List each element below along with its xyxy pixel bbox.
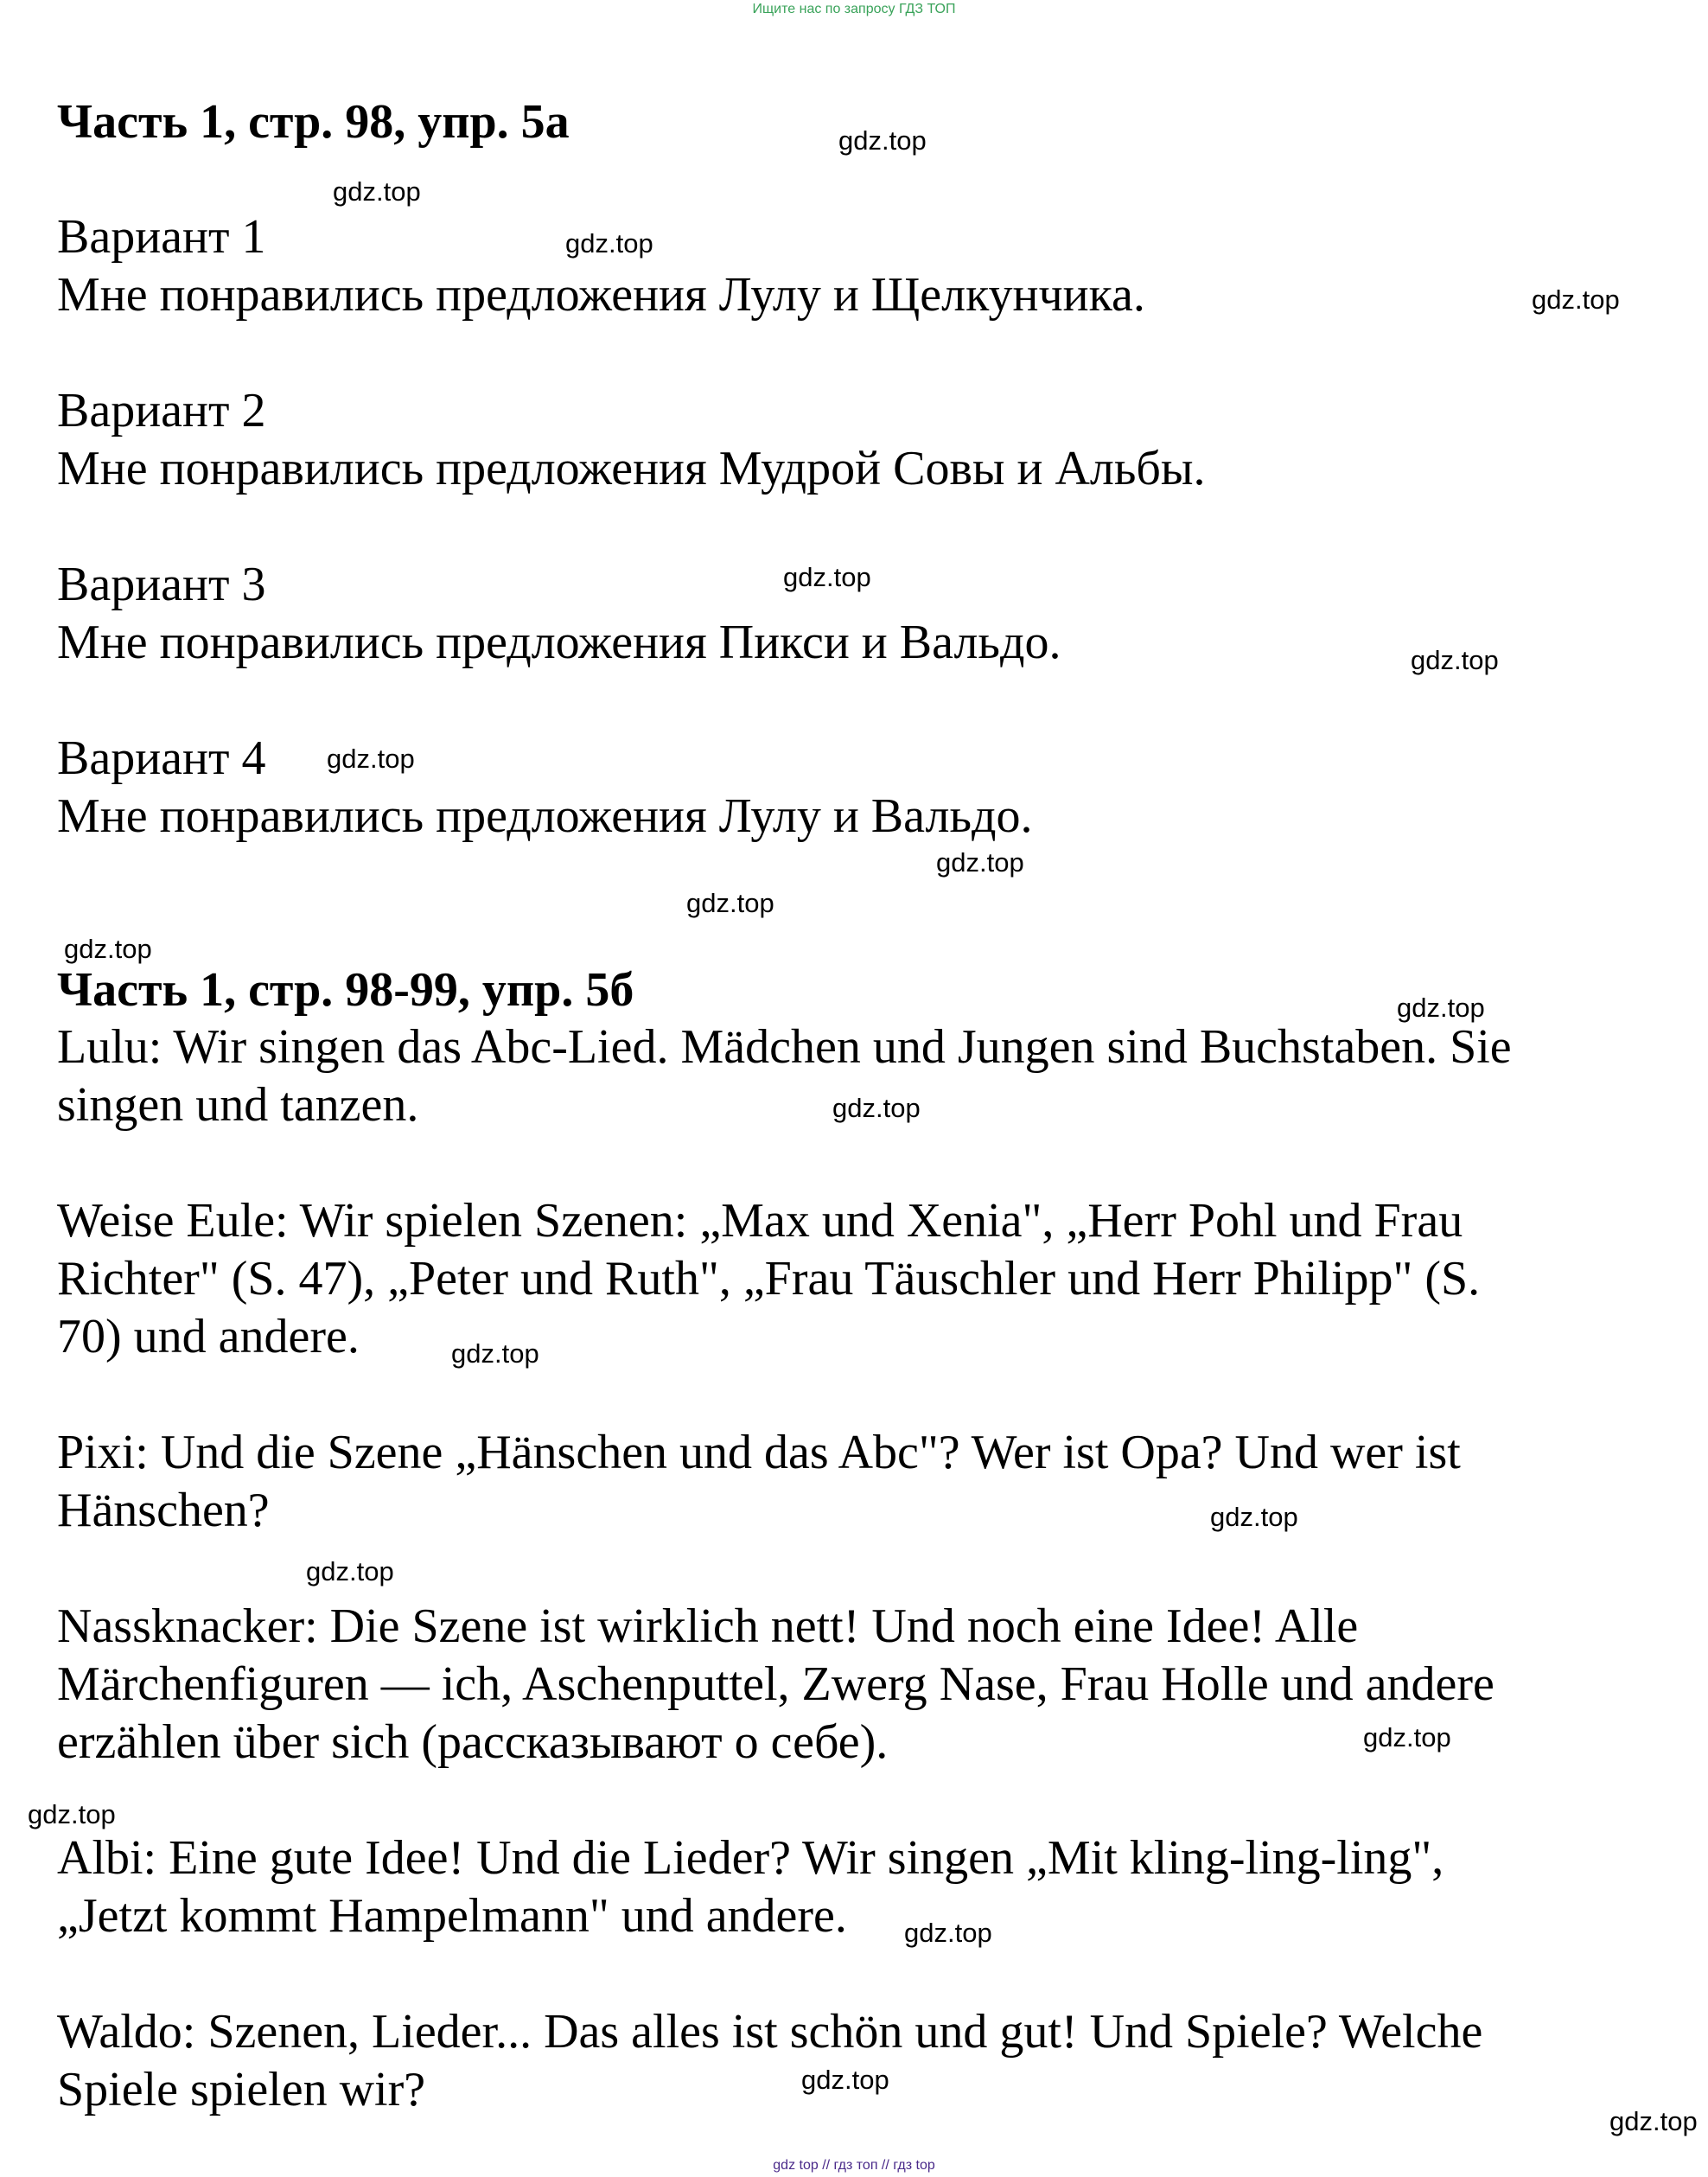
- watermark: gdz.top: [832, 1093, 921, 1123]
- watermark: gdz.top: [565, 228, 653, 259]
- section-b-heading: Часть 1, стр. 98-99, упр. 5б: [57, 963, 634, 1017]
- paragraph-line: erzählen über sich (рассказывают о себе).: [57, 1715, 889, 1769]
- paragraph-waldo: [57, 2003, 1613, 2119]
- watermark: gdz.top: [1363, 1722, 1451, 1752]
- watermark: gdz.top: [1609, 2106, 1698, 2136]
- watermark: gdz.top: [838, 125, 927, 156]
- watermark: gdz.top: [904, 1918, 992, 1948]
- paragraph-line: Richter" (S. 47), „Peter und Ruth", „Frau Täuschler und Herr Philipp" (S.: [57, 1252, 1481, 1306]
- section-a-heading: Часть 1, стр. 98, упр. 5а: [57, 95, 570, 149]
- paragraph-line: Märchenfiguren — ich, Aschenputtel, Zwerg Nase, Frau Holle und andere: [57, 1657, 1494, 1711]
- paragraph-line: Waldo: Szenen, Lieder... Das alles ist schön und gut! Und Spiele? Welche: [57, 2005, 1483, 2059]
- paragraph-line: „Jetzt kommt Hampelmann" und andere.: [57, 1889, 847, 1943]
- watermark: gdz.top: [28, 1799, 116, 1829]
- top-banner: Ищите нас по запросу ГДЗ ТОП: [752, 2, 956, 16]
- watermark: gdz.top: [451, 1338, 539, 1369]
- paragraph-line: Lulu: Wir singen das Abc-Lied. Mädchen und Jungen sind Buchstaben. Sie: [57, 1020, 1512, 1074]
- variant-1: [57, 208, 1613, 324]
- variant-text: Мне понравились предложения Мудрой Совы и Альбы.: [57, 442, 1206, 495]
- paragraph-weise-eule: [57, 1192, 1613, 1366]
- variant-2: [57, 382, 1613, 498]
- watermark: gdz.top: [783, 562, 871, 592]
- paragraph-line: Pixi: Und die Szene „Hänschen und das Abc"? Wer ist Opa? Und wer ist: [57, 1426, 1461, 1479]
- watermark: gdz.top: [686, 888, 774, 918]
- watermark: gdz.top: [1411, 645, 1499, 675]
- paragraph-line: Albi: Eine gute Idee! Und die Lieder? Wir singen „Mit kling-ling-ling",: [57, 1831, 1444, 1885]
- footer-text: gdz top // гдз топ // гдз top: [773, 2158, 935, 2173]
- variant-text: Мне понравились предложения Лулу и Вальдо.: [57, 789, 1033, 843]
- variant-4: [57, 730, 1613, 846]
- watermark: gdz.top: [333, 176, 421, 207]
- watermark: gdz.top: [1397, 993, 1485, 1023]
- watermark: gdz.top: [801, 2065, 889, 2095]
- paragraph-line: singen und tanzen.: [57, 1078, 419, 1132]
- watermark: gdz.top: [64, 934, 152, 964]
- watermark: gdz.top: [936, 847, 1024, 878]
- paragraph-line: Nassknacker: Die Szene ist wirklich nett! Und noch eine Idee! Alle: [57, 1599, 1359, 1653]
- paragraph-pixi: [57, 1424, 1613, 1540]
- variant-title: Вариант 1: [57, 210, 266, 264]
- paragraph-line: Hänschen?: [57, 1484, 270, 1537]
- variant-text: Мне понравились предложения Пикси и Вальдо.: [57, 616, 1061, 669]
- watermark: gdz.top: [327, 744, 415, 774]
- paragraph-line: Weise Eule: Wir spielen Szenen: „Max und Xenia", „Herr Pohl und Frau: [57, 1194, 1463, 1248]
- paragraph-line: 70) und andere.: [57, 1310, 360, 1363]
- variant-title: Вариант 3: [57, 558, 266, 611]
- watermark: gdz.top: [306, 1556, 394, 1586]
- watermark: gdz.top: [1532, 284, 1620, 315]
- watermark: gdz.top: [1210, 1502, 1298, 1532]
- paragraph-line: Spiele spielen wir?: [57, 2063, 426, 2116]
- variant-title: Вариант 4: [57, 731, 266, 785]
- paragraph-albi: [57, 1829, 1613, 1945]
- variant-title: Вариант 2: [57, 384, 266, 437]
- variant-text: Мне понравились предложения Лулу и Щелкунчика.: [57, 268, 1145, 322]
